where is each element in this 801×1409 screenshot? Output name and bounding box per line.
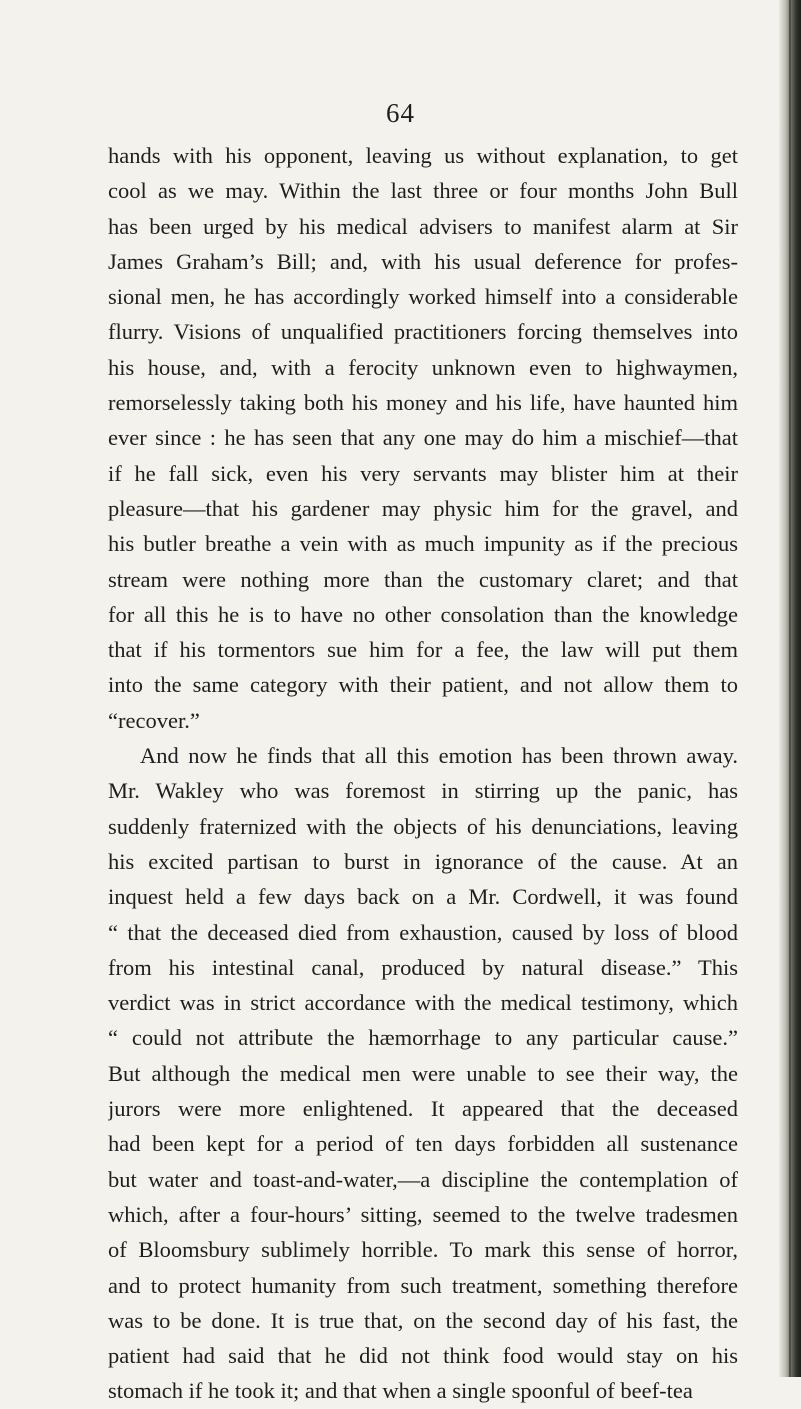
text-line: from his intestinal canal, produced by natural disease.” This bbox=[108, 954, 738, 980]
paragraph-start-line: And now he finds that all this emotion has been thrown away. bbox=[140, 743, 738, 769]
text-line: ever since : he has seen that any one may do him a mischief—that bbox=[108, 425, 738, 451]
text-line: suddenly fraternized with the objects of his denunciations, leaving bbox=[108, 813, 738, 839]
text-line: that if his tormentors sue him for a fee, the law will put them bbox=[108, 637, 738, 663]
text-line: pleasure—that his gardener may physic him for the gravel, and bbox=[108, 495, 738, 521]
text-line: “ that the deceased died from exhaustion, caused by loss of blood bbox=[108, 919, 738, 945]
text-line: and to protect humanity from such treatment, something therefore bbox=[108, 1272, 738, 1298]
text-line: stomach if he took it; and that when a single spoonful of beef-tea bbox=[108, 1378, 693, 1404]
text-line: was to be done. It is true that, on the second day of his fast, the bbox=[108, 1307, 738, 1333]
text-line: his butler breathe a vein with as much impunity as if the precious bbox=[108, 531, 738, 557]
text-line: flurry. Visions of unqualified practitioners forcing themselves into bbox=[108, 319, 738, 345]
text-line: his house, and, with a ferocity unknown even to highwaymen, bbox=[108, 354, 738, 380]
text-line: Mr. Wakley who was foremost in stirring up the panic, has bbox=[108, 778, 738, 804]
text-line: hands with his opponent, leaving us without explanation, to get bbox=[108, 143, 738, 168]
text-line: if he fall sick, even his very servants may blister him at their bbox=[108, 460, 738, 486]
text-line: cool as we may. Within the last three or four months John Bull bbox=[108, 178, 738, 204]
text-line: But although the medical men were unable to see their way, the bbox=[108, 1060, 738, 1086]
text-line: “ could not attribute the hæmorrhage to any particular cause.” bbox=[108, 1025, 738, 1051]
text-line: which, after a four-hours’ sitting, seemed to the twelve tradesmen bbox=[108, 1201, 738, 1227]
text-line: verdict was in strict accordance with the medical testimony, which bbox=[108, 990, 738, 1016]
text-line: “recover.” bbox=[108, 707, 200, 733]
text-line: but water and toast-and-water,—a discipline the contemplation of bbox=[108, 1166, 738, 1192]
body-text bbox=[108, 138, 738, 1409]
text-line: remorselessly taking both his money and his life, have haunted him bbox=[108, 390, 738, 416]
text-line: sional men, he has accordingly worked himself into a considerable bbox=[108, 284, 738, 310]
text-line: of Bloomsbury sublimely horrible. To mark this sense of horror, bbox=[108, 1237, 738, 1263]
text-line: has been urged by his medical advisers to manifest alarm at Sir bbox=[108, 213, 738, 239]
text-line: stream were nothing more than the customary claret; and that bbox=[108, 566, 738, 592]
text-line: had been kept for a period of ten days forbidden all sustenance bbox=[108, 1131, 738, 1157]
text-line: for all this he is to have no other consolation than the knowledge bbox=[108, 601, 738, 627]
text-line: his excited partisan to burst in ignorance of the cause. At an bbox=[108, 848, 738, 874]
text-line: patient had said that he did not think food would stay on his bbox=[108, 1343, 738, 1369]
page-binding-line bbox=[789, 0, 791, 1377]
text-line: into the same category with their patient, and not allow them to bbox=[108, 672, 738, 698]
text-line: James Graham’s Bill; and, with his usual deference for profes- bbox=[108, 248, 738, 274]
page-number: 64 bbox=[386, 98, 415, 128]
text-line: inquest held a few days back on a Mr. Cordwell, it was found bbox=[108, 884, 738, 910]
text-line: jurors were more enlightened. It appeared that the deceased bbox=[108, 1096, 738, 1122]
